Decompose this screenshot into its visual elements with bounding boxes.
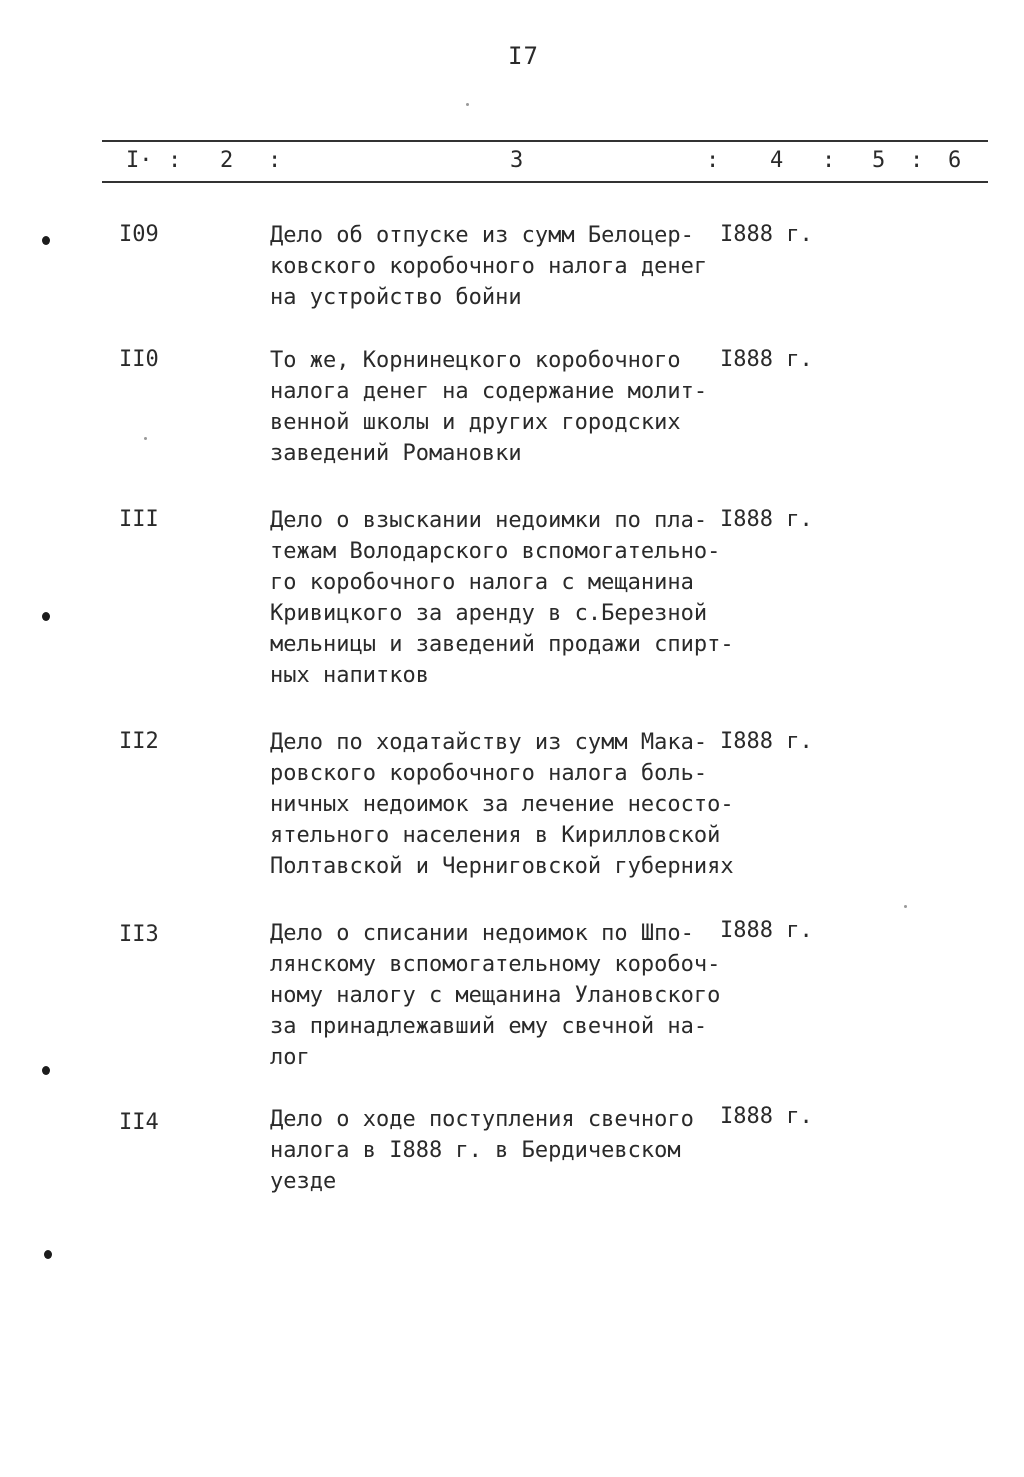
column-header-3: 3 — [510, 148, 524, 173]
scan-speck — [144, 437, 147, 440]
row-number: II2 — [119, 729, 159, 754]
punch-hole-mark — [42, 612, 50, 621]
row-description: Дело по ходатайству из сумм Мака- ровского коробочного налога боль- ничных недоимок за лечение несосто- ятельного населения в Кирилловской Полтавской и Черниговской губерниях — [270, 730, 734, 879]
punch-hole-mark — [44, 1250, 52, 1259]
column-header-2: 2 — [220, 148, 234, 173]
table-header-rule-bottom — [102, 181, 988, 183]
row-number: II3 — [119, 922, 159, 947]
column-header-5: 5 — [872, 148, 886, 173]
scan-speck — [904, 905, 907, 908]
column-header-1: I· — [126, 148, 153, 173]
row-description: Дело об отпуске из сумм Белоцер- ковского коробочного налога денег на устройство бойни — [270, 223, 708, 310]
punch-hole-mark — [42, 236, 50, 245]
page-number: I7 — [508, 42, 539, 70]
column-separator: : — [168, 148, 182, 173]
row-year: I888 г. — [720, 1104, 813, 1129]
column-separator: : — [706, 148, 720, 173]
table-header-rule-top — [102, 140, 988, 142]
row-number: II4 — [119, 1110, 159, 1135]
row-year: I888 г. — [720, 507, 813, 532]
row-description: Дело о списании недоимок по Шпо- лянскому вспомогательному коробоч- ному налогу с мещанина Улановского за принадлежавший ему свечной на- лог — [270, 921, 721, 1070]
row-number: II0 — [119, 347, 159, 372]
punch-hole-mark — [42, 1066, 50, 1075]
row-year: I888 г. — [720, 222, 813, 247]
row-description: Дело о взыскании недоимки по пла- тежам Володарского вспомогательно- го коробочного налога с мещанина Кривицкого за аренду в с.Березной мельницы и заведений продажи спирт- ных напитков — [270, 508, 734, 688]
scan-speck — [466, 103, 469, 106]
row-description: То же, Корнинецкого коробочного налога денег на содержание молит- венной школы и других городских заведений Романовки — [270, 348, 708, 466]
column-separator: : — [822, 148, 836, 173]
column-header-4: 4 — [770, 148, 784, 173]
row-year: I888 г. — [720, 729, 813, 754]
row-description: Дело о ходе поступления свечного налога в I888 г. в Бердичевском уезде — [270, 1107, 694, 1194]
column-header-6: 6 — [948, 148, 962, 173]
row-year: I888 г. — [720, 347, 813, 372]
row-number: III — [119, 507, 159, 532]
column-separator: : — [910, 148, 924, 173]
row-number: I09 — [119, 222, 159, 247]
row-year: I888 г. — [720, 918, 813, 943]
column-separator: : — [268, 148, 282, 173]
